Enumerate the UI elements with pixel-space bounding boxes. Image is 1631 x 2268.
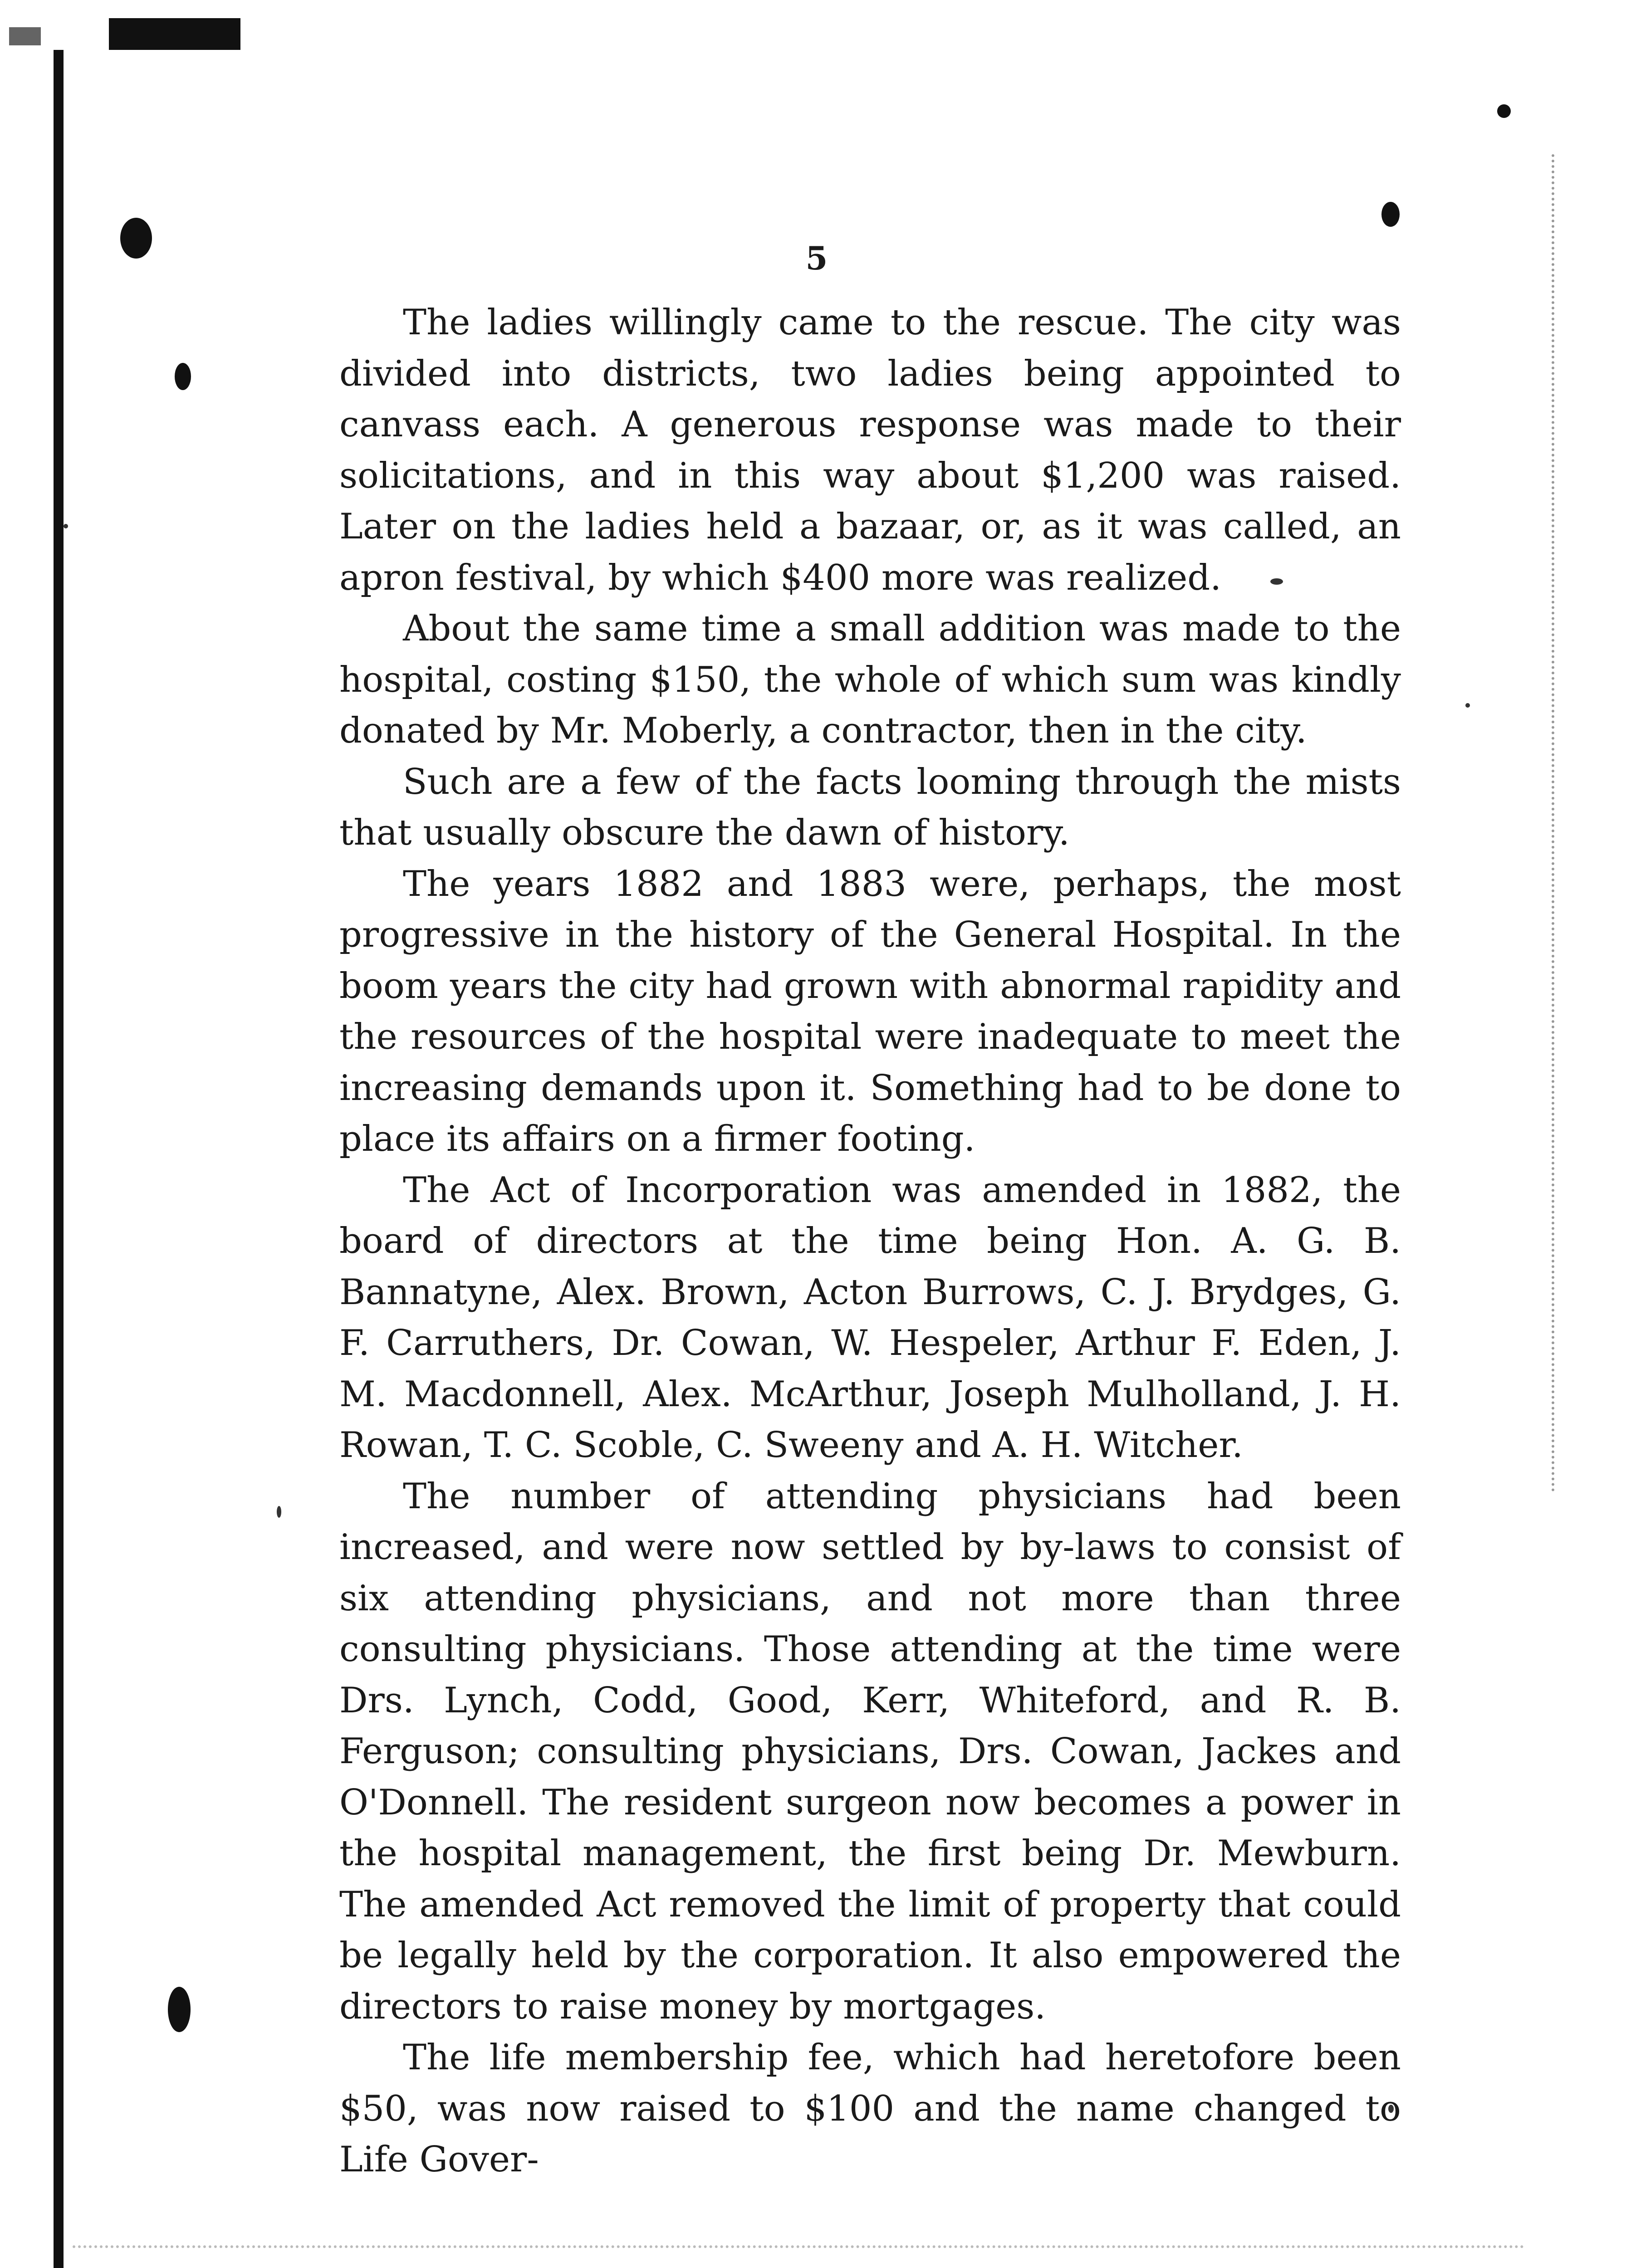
speck (277, 1506, 281, 1518)
paragraph: About the same time a small addition was made to the hospital, costing $150, the whole of which sum was kindly donated by Mr. Moberly, a contractor, then in the city. (339, 608, 1401, 751)
scan-right-edge (1552, 154, 1558, 1492)
paragraph: The number of attending physicians had been increased, and were now settled by by-laws to consist of six attending physicians, and not more than three consulting physicians. Those attending at the time were Drs. Lynch, Codd, Good, Kerr, Whiteford, and R. B. Ferguson; consulting physicians, Drs. Cowan, Jackes and O'Donnell. The resident surgeon now becomes a power in the hospital management, the first being Dr. Mewburn. The amended Act removed the limit of property that could be legally held by the corporation. It also empowered the directors to raise money by mortgages. (339, 1476, 1401, 2027)
paragraph: The life membership fee, which had heretofore been $50, was now raised to $100 and the name changed to Life Gover- (339, 2037, 1401, 2180)
ink-blot (168, 1987, 191, 2032)
paragraph: Such are a few of the facts looming through the mists that usually obscure the dawn of history. (339, 761, 1401, 853)
page-body (339, 297, 1401, 2185)
scan-bottom-edge (73, 2245, 1524, 2253)
speck (64, 524, 68, 528)
scan-corner-mark (9, 27, 41, 45)
ink-blot (175, 363, 191, 390)
page-number: 5 (805, 240, 828, 277)
speck (1465, 703, 1470, 708)
ink-blot (1497, 104, 1511, 118)
scan-spine-bar (54, 50, 64, 2268)
ink-blot (1381, 202, 1400, 227)
paragraph: The ladies willingly came to the rescue. The city was divided into districts, two ladies being appointed to canvass each. A generous response was made to their solicitations, and in this way about $1,200 was raised. Later on the ladies held a bazaar, or, as it was called, an apron festival, by which $400 more was realized. (339, 302, 1401, 598)
paragraph: The years 1882 and 1883 were, perhaps, the most progressive in the history of the General Hospital. In the boom years the city had grown with abnormal rapidity and the resources of the hospital were inadequate to meet the increasing demands upon it. Something had to be done to place its affairs on a firmer footing. (339, 863, 1401, 1159)
paragraph: The Act of Incorporation was amended in 1882, the board of directors at the time being Hon. A. G. B. Bannatyne, Alex. Brown, Acton Burrows, C. J. Brydges, G. F. Carruthers, Dr. Cowan, W. Hespeler, Arthur F. Eden, J. M. Macdonnell, Alex. McArthur, Joseph Mulholland, J. H. Rowan, T. C. Scoble, C. Sweeny and A. H. Witcher. (339, 1169, 1401, 1466)
ink-blot (120, 218, 152, 259)
scan-top-mark (109, 18, 240, 50)
